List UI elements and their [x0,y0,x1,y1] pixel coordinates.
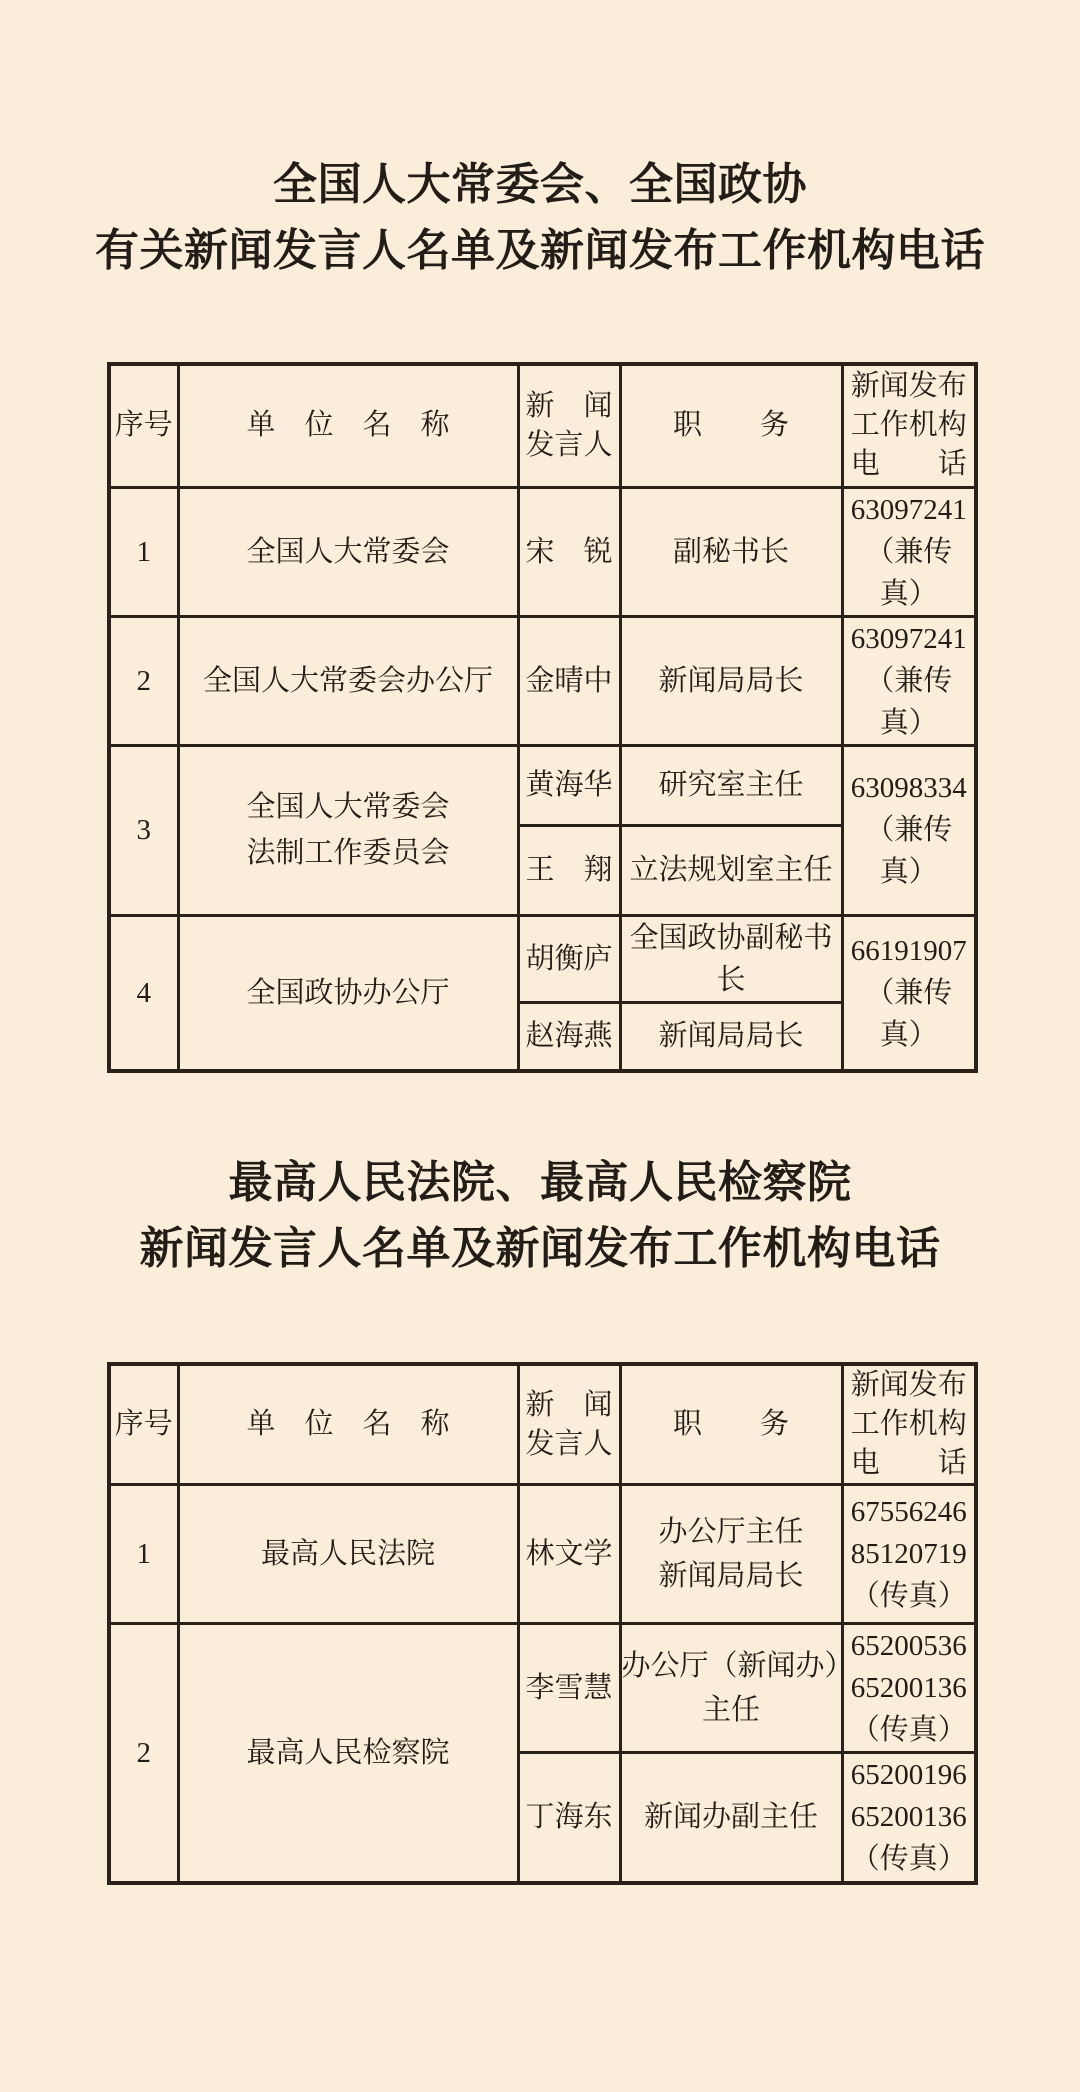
header-spokesperson [518,1364,620,1485]
phone-fax-note: （兼传真） [865,664,953,739]
table-header-row [109,364,976,487]
phone-cell [842,616,976,745]
table-row [109,1485,976,1624]
spokesperson-cell: 王 翔 [518,825,620,915]
seq-cell: 1 [109,487,178,616]
court-procuratorate-spokesperson-table [107,1362,978,1885]
phone-number: 63097241 [850,493,967,526]
seq-cell: 2 [109,616,178,745]
header-phone-line3: 电 话 [850,448,967,481]
seq-cell: 2 [109,1624,178,1883]
position-cell: 研究室主任 [620,745,842,825]
phone-number: 65200136 [850,1801,967,1834]
spokesperson-cell: 林文学 [518,1485,620,1624]
phone-fax-note: （传真） [850,1714,967,1746]
table-row [109,616,976,745]
spokesperson-cell: 胡衡庐 [518,915,620,1002]
header-phone-line1: 新闻发布 [850,1369,967,1401]
table-row [109,915,976,1002]
spokesperson-cell: 黄海华 [518,745,620,825]
header-unit: 单 位 名 称 [178,1364,518,1485]
header-position: 职 务 [620,364,842,487]
unit-cell [178,745,518,915]
position-line1: 办公厅主任 [658,1516,804,1548]
phone-number: 67556246 [850,1496,967,1528]
section2-title-line2: 新闻发言人名单及新闻发布工作机构电话 [139,1224,941,1273]
phone-number: 65200536 [850,1630,967,1662]
phone-number: 63097241 [850,622,967,655]
phone-fax-note: （传真） [850,1843,967,1876]
position-cell [620,1624,854,1753]
header-seq: 序号 [109,364,178,487]
phone-fax-note: （兼传真） [865,814,953,888]
spokesperson-cell: 丁海东 [518,1753,620,1883]
unit-cell: 最高人民法院 [178,1485,518,1624]
header-unit: 单 位 名 称 [178,364,518,487]
spokesperson-cell: 金晴中 [518,616,620,745]
position-cell: 立法规划室主任 [620,825,842,915]
unit-line2: 法制工作委员会 [246,837,450,869]
header-spokesperson-line1: 新 闻 [525,389,613,422]
npc-cppcc-spokesperson-table [107,362,978,1073]
header-phone-line2: 工作机构 [850,409,967,442]
header-phone-line1: 新闻发布 [850,370,967,403]
header-spokesperson-line2: 发言人 [525,1427,613,1460]
position-cell: 副秘书长 [620,487,842,616]
position-line2: 主任 [701,1694,760,1726]
phone-number: 63098334 [850,772,967,804]
section1-title-line1: 全国人大常委会、全国政协 [273,160,807,209]
table-row [109,745,976,825]
position-cell: 新闻局局长 [620,616,842,745]
phone-cell [842,915,976,1071]
phone-cell [842,487,976,616]
header-phone-line2: 工作机构 [850,1408,967,1440]
spokesperson-cell: 宋 锐 [518,487,620,616]
phone-cell [842,1753,976,1883]
position-cell [620,1485,842,1624]
seq-cell: 3 [109,745,178,915]
phone-number: 66191907 [850,934,967,967]
header-phone-line3: 电 话 [850,1447,967,1479]
position-cell: 新闻局局长 [620,1002,842,1071]
header-spokesperson-line1: 新 闻 [525,1388,613,1421]
section1-title [0,152,1080,284]
phone-cell [842,745,976,915]
section2-title [0,1150,1080,1282]
phone-fax-note: （兼传真） [865,976,953,1051]
header-phone [842,1364,976,1485]
position-line2: 新闻局局长 [658,1560,804,1592]
header-spokesperson [518,364,620,487]
phone-cell [842,1624,976,1753]
position-cell: 全国政协副秘书长 [620,915,842,1002]
phone-number: 65200136 [850,1672,967,1704]
section1-title-line2: 有关新闻发言人名单及新闻发布工作机构电话 [95,226,985,275]
seq-cell: 1 [109,1485,178,1624]
header-phone [842,364,976,487]
position-cell: 新闻办副主任 [620,1753,842,1883]
phone-fax-note: （兼传真） [865,535,953,610]
header-position: 职 务 [620,1364,842,1485]
unit-line1: 全国人大常委会 [246,791,450,823]
header-spokesperson-line2: 发言人 [525,428,613,461]
phone-cell [842,1485,976,1624]
spokesperson-cell: 赵海燕 [518,1002,620,1071]
section2-title-line1: 最高人民法院、最高人民检察院 [228,1158,852,1207]
unit-cell: 全国人大常委会 [178,487,518,616]
seq-cell: 4 [109,915,178,1071]
unit-cell: 最高人民检察院 [178,1624,518,1883]
table-row [109,487,976,616]
spokesperson-cell: 李雪慧 [518,1624,620,1753]
header-seq: 序号 [109,1364,178,1485]
phone-number: 65200196 [850,1759,967,1792]
position-line1: 办公厅（新闻办） [621,1650,854,1682]
phone-fax-note: （传真） [850,1580,967,1612]
unit-cell: 全国人大常委会办公厅 [178,616,518,745]
table-row [109,1624,976,1753]
unit-cell: 全国政协办公厅 [178,915,518,1071]
phone-number: 85120719 [850,1538,967,1570]
table-header-row [109,1364,976,1485]
